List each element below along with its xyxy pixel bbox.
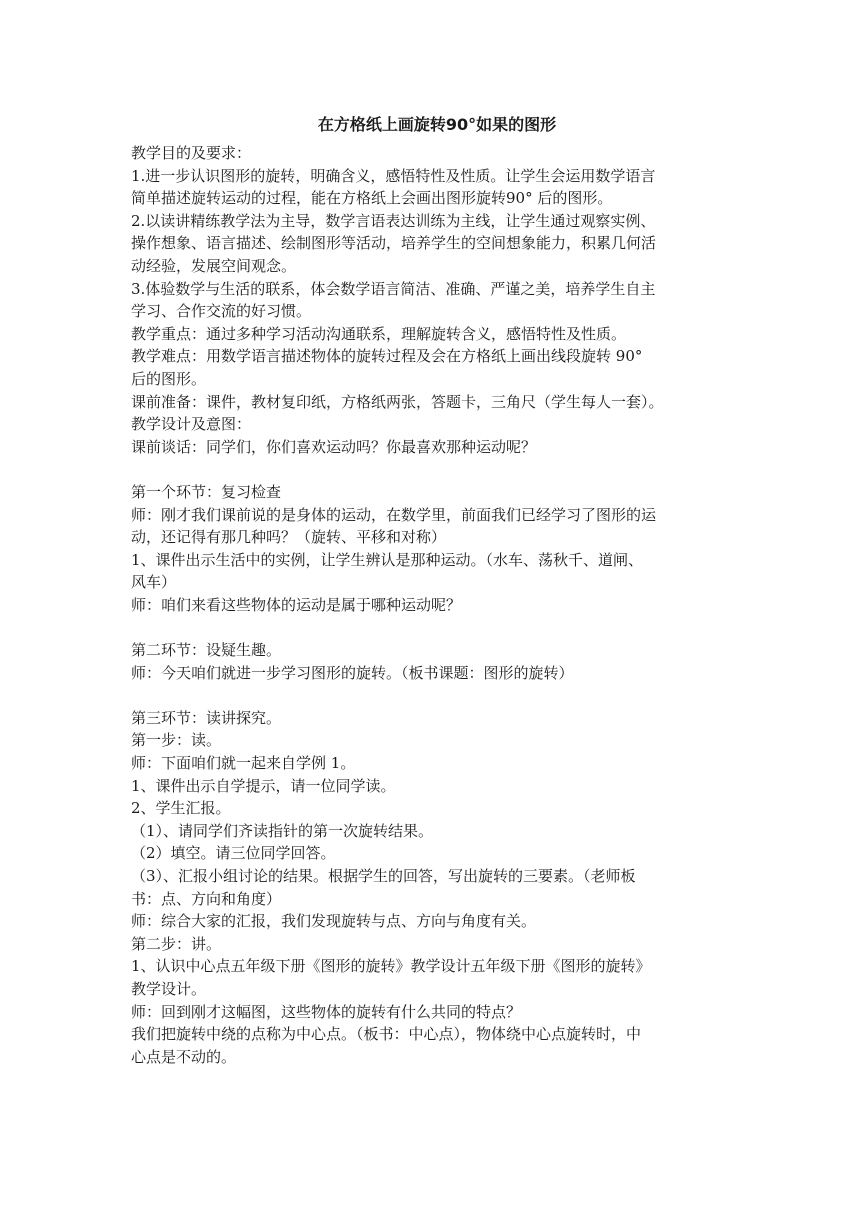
body-line: 动经验，发展空间观念。: [131, 256, 297, 275]
body-line: 风车）: [131, 573, 177, 592]
body-line: 师：咱们来看这些物体的运动是属于哪种运动呢？: [131, 595, 462, 614]
body-line: 课前准备：课件，教材复印纸，方格纸两张，答题卡，三角尺（学生每人一套）。: [131, 392, 664, 411]
body-line: 我们把旋转中绕的点称为中心点。（板书：中心点），物体绕中心点旋转时，中: [131, 1025, 642, 1044]
body-line: 后的图形。: [131, 369, 207, 388]
body-line: 动，还记得有那几种吗？（旋转、平移和对称）: [131, 528, 447, 547]
body-line: 1、课件出示生活中的实例，让学生辨认是那种运动。（水车、荡秋千、道闸、: [131, 550, 644, 569]
body-line: 2.以读讲精练教学法为主导，数学言语表达训练为主线，让学生通过观察实例、: [131, 211, 656, 230]
body-line: 课前谈话：同学们，你们喜欢运动吗？你最喜欢那种运动呢？: [131, 437, 537, 456]
body-line: 第一步：读。: [131, 731, 222, 750]
blank-line: [131, 616, 743, 639]
body-line: 教学设计及意图：: [131, 415, 252, 434]
document-title: 在方格纸上画旋转90°如果的图形: [317, 115, 557, 134]
body-line: 学习、合作交流的好习惯。: [131, 302, 312, 321]
body-line: 3.体验数学与生活的联系，体会数学语言简洁、准确、严谨之美，培养学生自主: [131, 279, 656, 298]
body-line: 简单描述旋转运动的过程，能在方格纸上会画出图形旋转90° 后的图形。: [131, 189, 613, 208]
blank-line: [131, 684, 743, 707]
document-page: [131, 108, 743, 1068]
body-line: 2、学生汇报。: [131, 799, 231, 818]
body-line: 第一个环节：复习检查: [131, 482, 282, 501]
body-line: 师：下面咱们就一起来自学例 1。: [131, 754, 356, 773]
body-line: 1.进一步认识图形的旋转，明确含义，感悟特性及性质。让学生会运用数学语言: [131, 166, 656, 185]
body-line: 教学重点：通过多种学习活动沟通联系，理解旋转含义，感悟特性及性质。: [131, 324, 627, 343]
body-line: 第三环节：读讲探究。: [131, 708, 282, 727]
body-line: 师：回到刚才这幅图，这些物体的旋转有什么共同的特点？: [131, 1002, 522, 1021]
body-line: 师：今天咱们就进一步学习图形的旋转。（板书课题：图形的旋转）: [131, 663, 574, 682]
body-line: 书：点、方向和角度）: [131, 889, 282, 908]
body-line: 师：刚才我们课前说的是身体的运动，在数学里，前面我们已经学习了图形的运: [131, 505, 657, 524]
body-line: 教学难点：用数学语言描述物体的旋转过程及会在方格纸上画出线段旋转 90°: [131, 347, 643, 366]
body-line: 师：综合大家的汇报，我们发现旋转与点、方向与角度有关。: [131, 912, 537, 931]
body-line: 操作想象、语言描述、绘制图形等活动，培养学生的空间想象能力，积累几何活: [131, 234, 657, 253]
body-line: 第二环节：设疑生趣。: [131, 641, 282, 660]
body-line: （2）填空。请三位同学回答。: [131, 844, 336, 863]
body-line: 第二步：讲。: [131, 934, 222, 953]
body-line: 1、认识中心点五年级下册《图形的旋转》教学设计五年级下册《图形的旋转》: [131, 957, 651, 976]
body-line: （3）、汇报小组讨论的结果。根据学生的回答，写出旋转的三要素。（老师板: [131, 867, 636, 885]
document-body: [131, 142, 743, 1068]
body-line: 1、课件出示自学提示，请一位同学读。: [131, 776, 396, 795]
body-line: 教学设计。: [131, 979, 207, 998]
body-line: 教学目的及要求：: [131, 144, 252, 162]
body-line: （1）、请同学们齐读指针的第一次旋转结果。: [131, 821, 434, 840]
blank-line: [131, 458, 743, 481]
body-line: 心点是不动的。: [131, 1047, 237, 1066]
